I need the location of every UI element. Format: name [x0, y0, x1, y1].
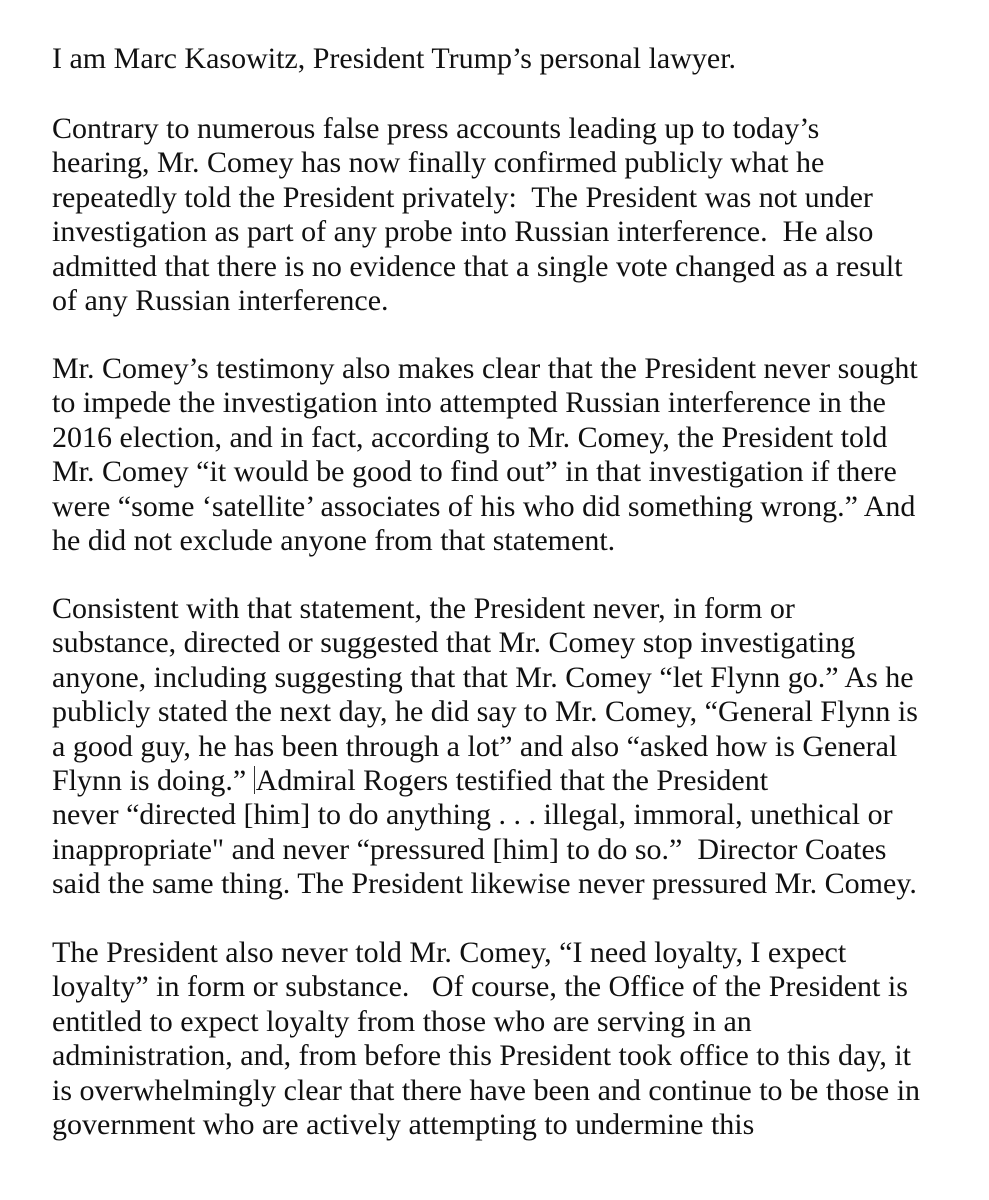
text-line: Mr. Comey “it would be good to find out” in that investigation if there [52, 455, 897, 489]
text-line-with-cursor [52, 764, 918, 798]
text-line: repeatedly told the President privately: The President was not under [52, 180, 873, 214]
text-line: a good guy, he has been through a lot” and also “asked how is General [52, 729, 898, 763]
paragraph-loyalty [52, 936, 920, 1142]
text-segment: Admiral Rogers testified that the President [255, 764, 769, 798]
text-cursor [254, 766, 255, 794]
text-line: said the same thing. The President likewise never pressured Mr. Comey. [52, 867, 917, 901]
paragraph-intro [52, 42, 736, 76]
text-segment: Flynn is doing.” [52, 764, 254, 798]
paragraph-confirmation [52, 112, 903, 318]
text-line: anyone, including suggesting that that Mr. Comey “let Flynn go.” As he [52, 660, 914, 694]
text-line: he did not exclude anyone from that statement. [52, 524, 616, 558]
text-line: of any Russian interference. [52, 284, 389, 318]
text-line: publicly stated the next day, he did say to Mr. Comey, “General Flynn is [52, 695, 918, 729]
text-line: loyalty” in form or substance. Of course, the Office of the President is [52, 970, 908, 1004]
text-line: The President also never told Mr. Comey, “I need loyalty, I expect [52, 936, 847, 969]
text-line: government who are actively attempting to undermine this [52, 1108, 755, 1142]
paragraph-testimony [52, 352, 918, 558]
text-line: were “some ‘satellite’ associates of his who did something wrong.” And [52, 489, 916, 523]
text-line: inappropriate" and never “pressured [him] to do so.” Director Coates [52, 832, 887, 866]
text-line: hearing, Mr. Comey has now finally confirmed publicly what he [52, 146, 825, 180]
text-line: 2016 election, and in fact, according to Mr. Comey, the President told [52, 420, 888, 454]
text-line: substance, directed or suggested that Mr. Comey stop investigating [52, 626, 856, 660]
text-line: admitted that there is no evidence that a single vote changed as a result [52, 249, 903, 283]
paragraph-consistent [52, 592, 918, 902]
text-line: Contrary to numerous false press accounts leading up to today’s [52, 112, 820, 145]
text-line: is overwhelmingly clear that there have been and continue to be those in [52, 1073, 921, 1107]
text-line: to impede the investigation into attempted Russian interference in the [52, 386, 886, 420]
text-line: entitled to expect loyalty from those who are serving in an [52, 1004, 752, 1038]
text-line: Mr. Comey’s testimony also makes clear that the President never sought [52, 352, 918, 385]
text-line: administration, and, from before this President took office to this day, it [52, 1039, 911, 1073]
text-line: never “directed [him] to do anything . . . illegal, immoral, unethical or [52, 798, 893, 832]
text-line: investigation as part of any probe into Russian interference. He also [52, 215, 874, 249]
text-line: I am Marc Kasowitz, President Trump’s personal lawyer. [52, 42, 737, 75]
text-line: Consistent with that statement, the President never, in form or [52, 592, 795, 625]
